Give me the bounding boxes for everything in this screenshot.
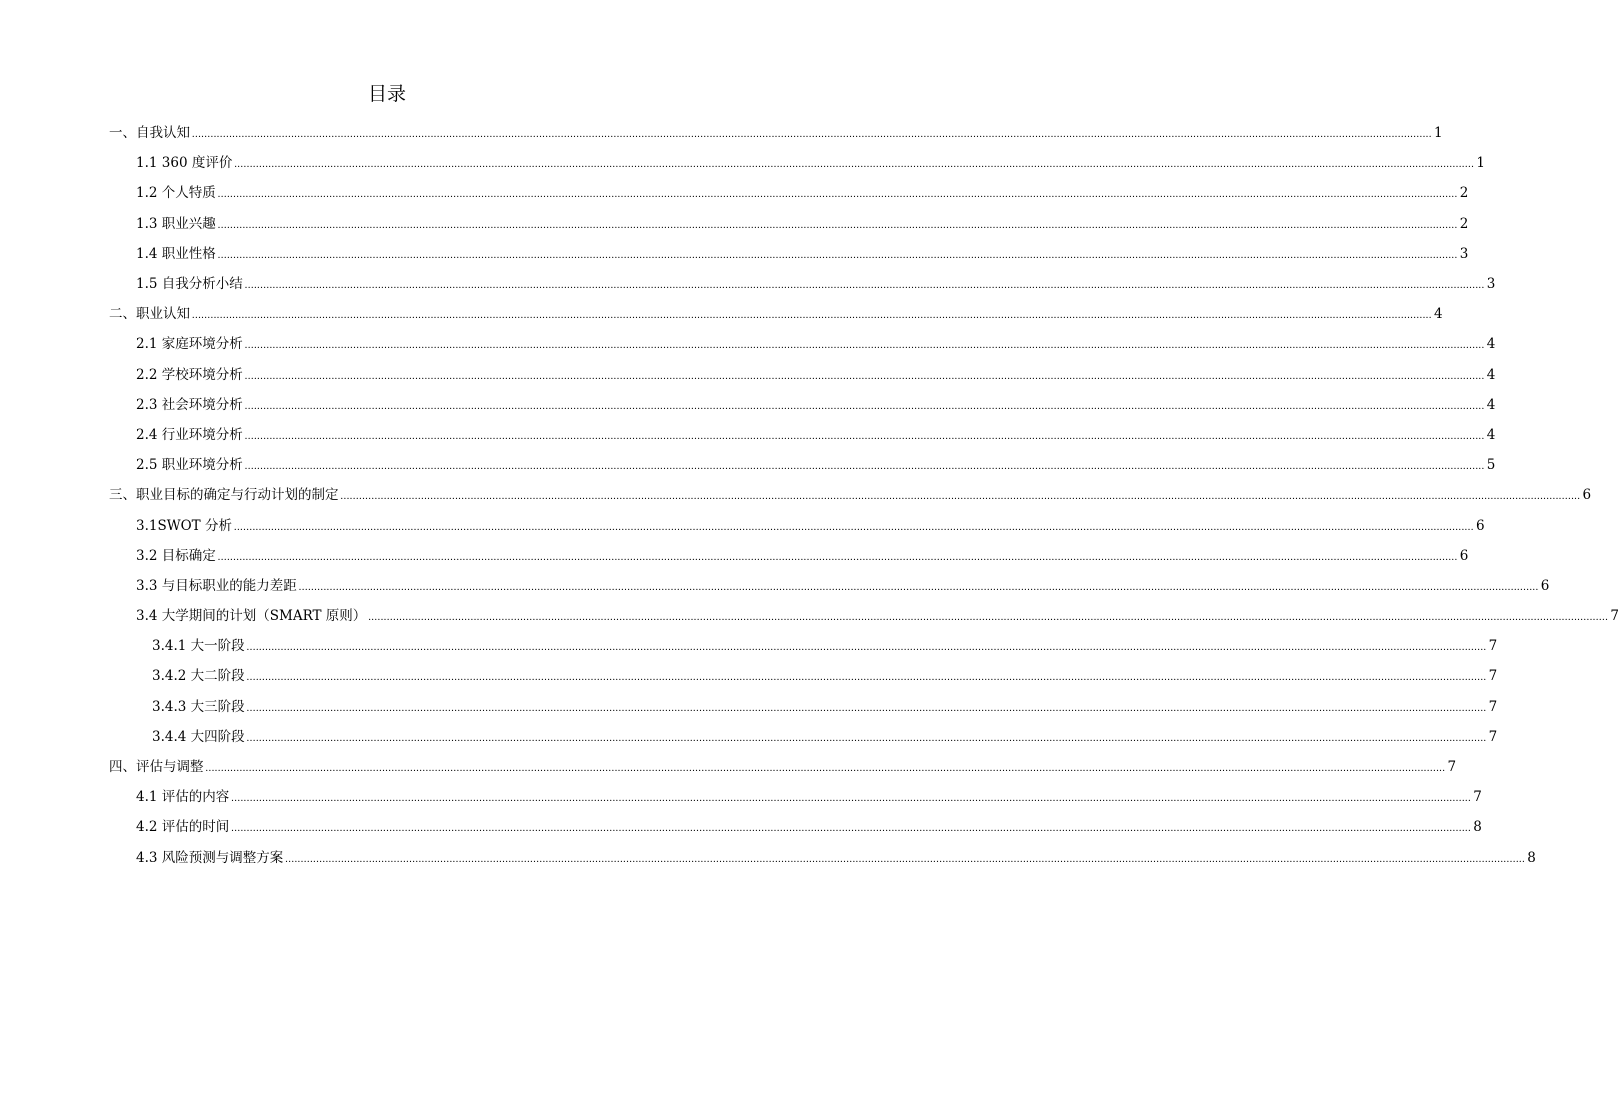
toc-entry[interactable] xyxy=(0,692,1498,722)
toc-entry-page-number: 6 xyxy=(1459,547,1469,564)
toc-entry-page-number: 4 xyxy=(1486,366,1496,383)
toc-entry[interactable] xyxy=(0,843,1536,873)
toc-entry[interactable] xyxy=(0,510,1485,540)
toc-entry-label: 3.4.3 大三阶段 xyxy=(152,698,245,715)
toc-entry-page-number: 8 xyxy=(1473,819,1482,836)
toc-entry-page-number: 6 xyxy=(1540,577,1550,594)
dot-leader: ................................................................................................................................................................................................................................................................................................................................................................................................................ xyxy=(246,732,1487,744)
toc-entry[interactable] xyxy=(0,480,1592,510)
dot-leader: ................................................................................................................................................................................................................................................................................................................................................................................................................ xyxy=(205,763,1446,775)
toc-entry-page-number: 7 xyxy=(1488,728,1498,745)
toc-entry-page-number: 7 xyxy=(1447,759,1457,776)
toc-entry[interactable] xyxy=(0,148,1485,178)
toc-entry[interactable] xyxy=(0,239,1469,269)
table-of-contents xyxy=(0,118,1619,873)
dot-leader: ................................................................................................................................................................................................................................................................................................................................................................................................................ xyxy=(244,340,1485,352)
toc-entry[interactable] xyxy=(0,329,1496,359)
dot-leader: ................................................................................................................................................................................................................................................................................................................................................................................................................ xyxy=(231,823,1472,835)
dot-leader: ................................................................................................................................................................................................................................................................................................................................................................................................................ xyxy=(192,310,1432,322)
toc-entry[interactable] xyxy=(0,269,1496,299)
dot-leader: ................................................................................................................................................................................................................................................................................................................................................................................................................ xyxy=(217,219,1458,231)
toc-entry[interactable] xyxy=(0,209,1469,239)
toc-entry[interactable] xyxy=(0,420,1496,450)
toc-entry-label: 1.3 职业兴趣 xyxy=(136,215,216,232)
dot-leader: ................................................................................................................................................................................................................................................................................................................................................................................................................ xyxy=(231,793,1472,805)
toc-entry-page-number: 7 xyxy=(1488,698,1498,715)
toc-entry-page-number: 4 xyxy=(1434,306,1443,323)
toc-entry-label: 2.5 职业环境分析 xyxy=(136,457,243,474)
toc-entry-label: 2.3 社会环境分析 xyxy=(136,396,243,413)
toc-entry[interactable] xyxy=(0,450,1496,480)
toc-entry[interactable] xyxy=(0,541,1469,571)
toc-entry-label: 3.4.2 大二阶段 xyxy=(152,668,245,685)
toc-entry-page-number: 2 xyxy=(1459,215,1469,232)
toc-entry-page-number: 5 xyxy=(1486,457,1496,474)
toc-entry-page-number: 7 xyxy=(1473,789,1482,806)
toc-entry-label: 1.5 自我分析小结 xyxy=(136,276,243,293)
toc-entry-label: 4.2 评估的时间 xyxy=(136,819,230,836)
dot-leader: ................................................................................................................................................................................................................................................................................................................................................................................................................ xyxy=(244,400,1485,412)
toc-entry-page-number: 4 xyxy=(1486,426,1496,443)
toc-entry[interactable] xyxy=(0,631,1498,661)
toc-entry-label: 1.4 职业性格 xyxy=(136,245,216,262)
toc-entry-label: 2.4 行业环境分析 xyxy=(136,426,243,443)
dot-leader: ................................................................................................................................................................................................................................................................................................................................................................................................................ xyxy=(234,159,1475,171)
toc-entry-label: 4.1 评估的内容 xyxy=(136,789,230,806)
toc-entry[interactable] xyxy=(0,178,1469,208)
toc-entry-label: 二、职业认知 xyxy=(109,306,190,323)
dot-leader: ................................................................................................................................................................................................................................................................................................................................................................................................................ xyxy=(368,612,1609,624)
dot-leader: ................................................................................................................................................................................................................................................................................................................................................................................................................ xyxy=(244,280,1485,292)
toc-entry[interactable] xyxy=(0,299,1443,329)
toc-entry-label: 4.3 风险预测与调整方案 xyxy=(136,849,284,866)
toc-entry-label: 1.1 360 度评价 xyxy=(136,155,233,172)
toc-entry-page-number: 1 xyxy=(1434,125,1443,142)
toc-entry-page-number: 6 xyxy=(1582,487,1592,504)
toc-entry-label: 3.3 与目标职业的能力差距 xyxy=(136,577,297,594)
toc-entry-label: 3.1SWOT 分析 xyxy=(136,517,232,534)
dot-leader: ................................................................................................................................................................................................................................................................................................................................................................................................................ xyxy=(217,189,1458,201)
dot-leader: ................................................................................................................................................................................................................................................................................................................................................................................................................ xyxy=(217,551,1458,563)
page-title: 目录 xyxy=(367,83,406,105)
toc-entry-label: 一、自我认知 xyxy=(109,125,190,142)
dot-leader: ................................................................................................................................................................................................................................................................................................................................................................................................................ xyxy=(298,581,1539,593)
toc-entry-label: 2.2 学校环境分析 xyxy=(136,366,243,383)
toc-entry[interactable] xyxy=(0,601,1619,631)
toc-entry-page-number: 6 xyxy=(1475,517,1485,534)
dot-leader: ................................................................................................................................................................................................................................................................................................................................................................................................................ xyxy=(217,249,1458,261)
toc-entry-label: 四、评估与调整 xyxy=(109,759,204,776)
toc-entry-label: 三、职业目标的确定与行动计划的制定 xyxy=(109,487,339,504)
toc-entry-label: 3.4.1 大一阶段 xyxy=(152,638,245,655)
toc-entry-page-number: 3 xyxy=(1459,245,1469,262)
toc-entry[interactable] xyxy=(0,752,1457,782)
dot-leader: ................................................................................................................................................................................................................................................................................................................................................................................................................ xyxy=(246,642,1487,654)
toc-entry-page-number: 4 xyxy=(1486,396,1496,413)
toc-entry-label: 3.2 目标确定 xyxy=(136,547,216,564)
toc-entry-page-number: 2 xyxy=(1459,185,1469,202)
toc-entry-label: 3.4.4 大四阶段 xyxy=(152,728,245,745)
toc-entry[interactable] xyxy=(0,571,1550,601)
toc-entry-page-number: 8 xyxy=(1527,849,1536,866)
toc-entry-label: 1.2 个人特质 xyxy=(136,185,216,202)
toc-entry-page-number: 3 xyxy=(1486,276,1496,293)
toc-entry[interactable] xyxy=(0,360,1496,390)
toc-entry-page-number: 1 xyxy=(1476,155,1485,172)
dot-leader: ................................................................................................................................................................................................................................................................................................................................................................................................................ xyxy=(340,491,1581,503)
dot-leader: ................................................................................................................................................................................................................................................................................................................................................................................................................ xyxy=(244,370,1485,382)
toc-entry-page-number: 7 xyxy=(1488,668,1498,685)
dot-leader: ................................................................................................................................................................................................................................................................................................................................................................................................................ xyxy=(246,702,1487,714)
toc-entry[interactable] xyxy=(0,661,1498,691)
toc-entry-label: 3.4 大学期间的计划（SMART 原则） xyxy=(136,608,367,625)
dot-leader: ................................................................................................................................................................................................................................................................................................................................................................................................................ xyxy=(285,853,1526,865)
toc-entry[interactable] xyxy=(0,118,1443,148)
toc-entry[interactable] xyxy=(0,390,1496,420)
dot-leader: ................................................................................................................................................................................................................................................................................................................................................................................................................ xyxy=(233,521,1474,533)
toc-entry[interactable] xyxy=(0,722,1498,752)
toc-entry-page-number: 7 xyxy=(1488,638,1498,655)
toc-entry-label: 2.1 家庭环境分析 xyxy=(136,336,243,353)
toc-entry-page-number: 4 xyxy=(1486,336,1496,353)
toc-entry[interactable] xyxy=(0,812,1482,842)
dot-leader: ................................................................................................................................................................................................................................................................................................................................................................................................................ xyxy=(244,430,1485,442)
toc-entry[interactable] xyxy=(0,782,1482,812)
dot-leader: ................................................................................................................................................................................................................................................................................................................................................................................................................ xyxy=(246,672,1487,684)
toc-entry-page-number: 7 xyxy=(1610,608,1619,625)
dot-leader: ................................................................................................................................................................................................................................................................................................................................................................................................................ xyxy=(244,461,1485,473)
dot-leader: ................................................................................................................................................................................................................................................................................................................................................................................................................ xyxy=(192,129,1432,141)
